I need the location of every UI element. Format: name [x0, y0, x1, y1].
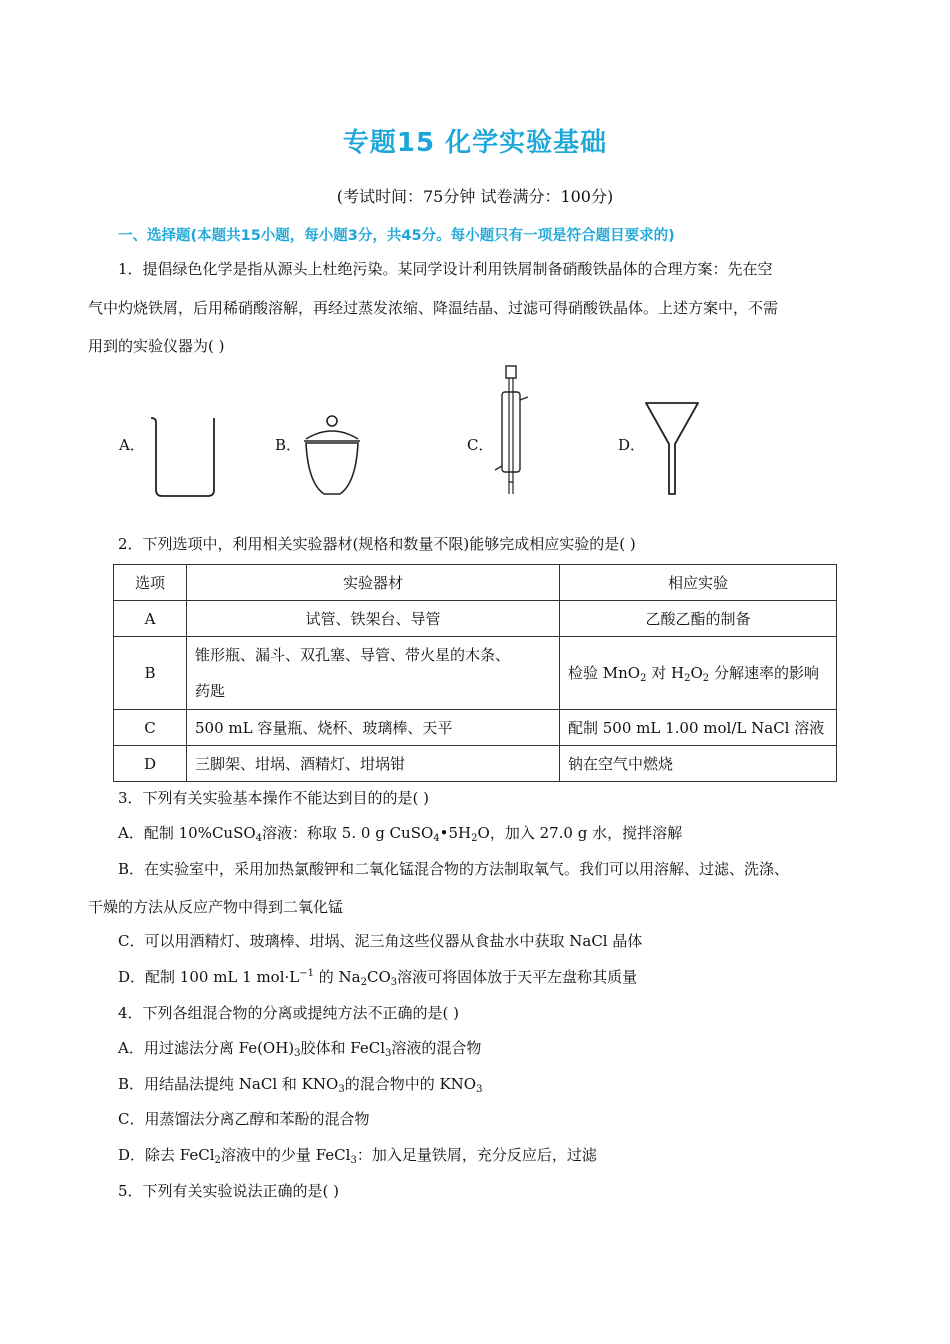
table-header-option: 选项 — [114, 565, 187, 601]
subscript: 2 — [702, 673, 710, 684]
text: 的 Na — [314, 968, 361, 986]
q1-option-b: B． — [275, 436, 302, 454]
text: O，加入 27.0 g 水，搅拌溶解 — [477, 824, 683, 842]
text: O — [690, 664, 703, 682]
table-row — [114, 637, 837, 710]
table-cell-experiment: 钠在空气中燃烧 — [560, 746, 837, 782]
crucible-icon — [296, 413, 368, 499]
equipment-line-1: 锥形瓶、漏斗、双孔塞、导管、带火星的木条、 — [195, 646, 511, 664]
text: A．用过滤法分离 Fe(OH) — [118, 1039, 295, 1057]
table-row — [114, 710, 837, 746]
section-heading: 一、选择题(本题共15小题，每小题3分，共45分。每小题只有一项是符合题目要求的) — [118, 228, 675, 244]
text: 溶液的混合物 — [391, 1039, 482, 1057]
subscript: 2 — [471, 833, 478, 844]
subscript: 3 — [385, 1048, 392, 1059]
q1-line-3: 用到的实验仪器为( ) — [88, 337, 225, 355]
q1-option-d: D． — [618, 436, 646, 454]
table-row — [114, 601, 837, 637]
table-header-equipment: 实验器材 — [187, 565, 560, 601]
q2-table — [113, 564, 837, 782]
subscript: 2 — [640, 673, 647, 684]
page-title: 专题15 化学实验基础 — [342, 128, 608, 158]
table-cell-experiment: 乙酸乙酯的制备 — [560, 601, 837, 637]
table-cell-option: A — [114, 601, 187, 637]
text: 对 H — [651, 664, 685, 682]
text: D．配制 100 mL 1 mol·L — [118, 968, 300, 986]
q3-option-b-line-1: B．在实验室中，采用加热氯酸钾和二氧化锰混合物的方法制取氧气。我们可以用溶解、过滤、洗涤、 — [118, 860, 790, 878]
q1-option-c: C． — [467, 436, 494, 454]
text: ：加入足量铁屑，充分反应后，过滤 — [356, 1146, 597, 1164]
text: 溶液：称取 5. 0 g CuSO — [262, 824, 434, 842]
table-cell-equipment — [187, 637, 560, 710]
text: A．配制 10%CuSO — [118, 824, 256, 842]
subscript: 3 — [390, 977, 398, 988]
beaker-icon — [148, 412, 220, 500]
subscript: 2 — [360, 977, 367, 988]
q4-option-b — [118, 1073, 482, 1095]
q1-line-2: 气中灼烧铁屑，后用稀硝酸溶解，再经过蒸发浓缩、降温结晶、过滤可得硝酸铁晶体。上述方案中，不需 — [88, 299, 779, 317]
q4-option-c: C．用蒸馏法分离乙醇和苯酚的混合物 — [118, 1110, 370, 1128]
subscript: 3 — [294, 1048, 301, 1059]
q5-stem: 5．下列有关实验说法正确的是( ) — [118, 1182, 340, 1200]
text: 胶体和 FeCl — [300, 1039, 386, 1057]
q1-line-1: 1．提倡绿色化学是指从源头上杜绝污染。某同学设计利用铁屑制备硝酸铁晶体的合理方案：先在空 — [118, 260, 773, 278]
subscript: 2 — [214, 1155, 221, 1166]
subscript: 2 — [684, 673, 691, 684]
table-header-row — [114, 565, 837, 601]
table-header-experiment: 相应实验 — [560, 565, 837, 601]
subscript: 4 — [255, 833, 263, 844]
q3-option-a — [118, 822, 682, 844]
table-cell-equipment: 试管、铁架台、导管 — [187, 601, 560, 637]
q3-stem: 3．下列有关实验基本操作不能达到目的的是( ) — [118, 789, 430, 807]
superscript: −1 — [299, 968, 314, 979]
subscript: 3 — [476, 1084, 483, 1095]
q3-option-c: C．可以用酒精灯、玻璃棒、坩埚、泥三角这些仪器从食盐水中获取 NaCl 晶体 — [118, 932, 643, 950]
table-cell-experiment: 配制 500 mL 1.00 mol/L NaCl 溶液 — [560, 710, 837, 746]
table-cell-equipment: 500 mL 容量瓶、烧杯、玻璃棒、天平 — [187, 710, 560, 746]
text: B．用结晶法提纯 NaCl 和 KNO — [118, 1075, 339, 1093]
subscript: 4 — [433, 833, 440, 844]
q2-stem: 2．下列选项中，利用相关实验器材(规格和数量不限)能够完成相应实验的是( ) — [118, 535, 636, 553]
text: 溶液可将固体放于天平左盘称其质量 — [397, 968, 638, 986]
text: 溶液中的少量 FeCl — [220, 1146, 351, 1164]
table-cell-option: D — [114, 746, 187, 782]
table-cell-option: C — [114, 710, 187, 746]
q3-option-d — [118, 966, 637, 988]
text: 检验 MnO — [568, 664, 641, 682]
exam-info: (考试时间：75分钟 试卷满分：100分) — [336, 187, 614, 206]
q4-option-d — [118, 1144, 597, 1166]
equipment-line-2: 药匙 — [195, 682, 226, 700]
q3-option-b-line-2: 干燥的方法从反应产物中得到二氧化锰 — [88, 898, 344, 916]
funnel-icon — [643, 400, 701, 498]
condenser-icon — [492, 364, 532, 499]
text: 分解速率的影响 — [713, 664, 819, 682]
table-cell-experiment — [560, 637, 837, 710]
table-cell-option: B — [114, 637, 187, 710]
q4-option-a — [118, 1037, 481, 1059]
table-row — [114, 746, 837, 782]
text: 的混合物中的 KNO — [344, 1075, 477, 1093]
q1-option-a: A． — [119, 436, 145, 454]
subscript: 3 — [338, 1084, 345, 1095]
text: D．除去 FeCl — [118, 1146, 215, 1164]
text: CO — [366, 968, 391, 986]
subscript: 3 — [350, 1155, 357, 1166]
q4-stem: 4．下列各组混合物的分离或提纯方法不正确的是( ) — [118, 1004, 460, 1022]
text: •5H — [439, 824, 472, 842]
table-cell-equipment: 三脚架、坩埚、酒精灯、坩埚钳 — [187, 746, 560, 782]
